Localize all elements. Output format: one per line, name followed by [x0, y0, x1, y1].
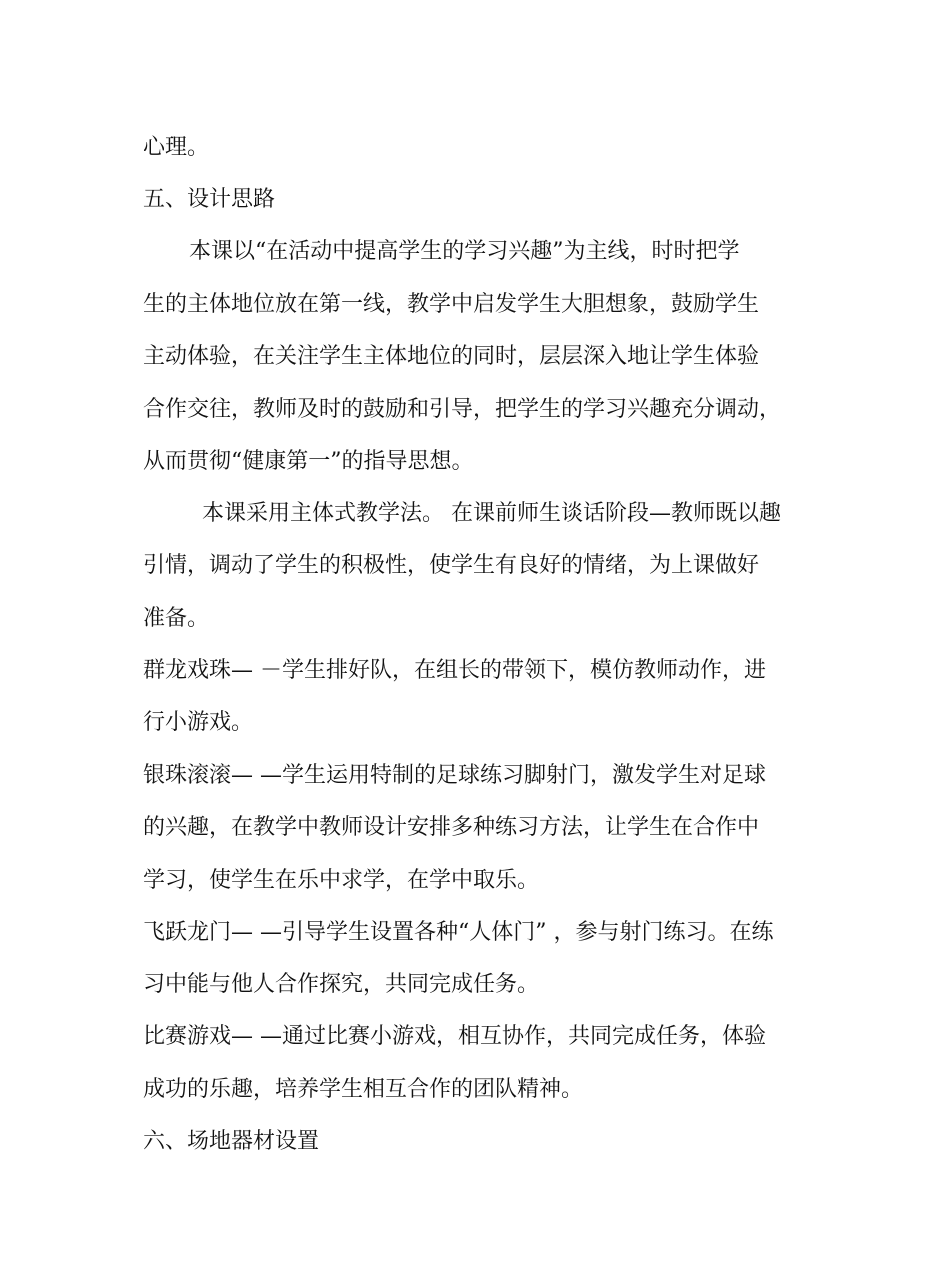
paragraph-line-1: 本课以“在活动中提高学生的学习兴趣”为主线，时时把学 — [189, 239, 740, 264]
activity-line-9: 成功的乐趣，培养学生相互合作的团队精神。 — [143, 1077, 584, 1102]
paragraph-line-3: 主动体验，在关注学生主体地位的同时，层层深入地让学生体验 — [143, 344, 760, 369]
activity-line-7: 习中能与他人合作探究，共同完成任务。 — [143, 972, 540, 997]
activity-line-3: 银珠滚滚— —学生运用特制的足球练习脚射门，激发学生对足球 — [143, 763, 766, 788]
paragraph-line-7: 引情，调动了学生的积极性，使学生有良好的情绪，为上课做好 — [143, 553, 760, 578]
activity-line-5: 学习，使学生在乐中求学，在学中取乐。 — [143, 868, 540, 893]
section-heading-5: 五、设计思路 — [143, 187, 276, 212]
activity-line-2: 行小游戏。 — [143, 710, 254, 735]
activity-line-6: 飞跃龙门— —引导学生设置各种“人体门” ，参与射门练习。在练 — [143, 920, 774, 945]
paragraph-line-5: 从而贯彻“健康第一”的指导思想。 — [143, 449, 474, 474]
text-line-1: 心理。 — [143, 135, 210, 160]
activity-line-1: 群龙戏珠— －学生排好队，在组长的带领下，模仿教师动作，进 — [143, 658, 766, 683]
paragraph-line-6: 本课采用主体式教学法。 在课前师生谈话阶段—教师既以趣 — [202, 501, 781, 526]
paragraph-line-2: 生的主体地位放在第一线，教学中启发学生大胆想象，鼓励学生 — [143, 292, 760, 317]
activity-line-4: 的兴趣，在教学中教师设计安排多种练习方法，让学生在合作中 — [143, 815, 760, 840]
section-heading-6: 六、场地器材设置 — [143, 1129, 320, 1154]
activity-line-8: 比赛游戏— —通过比赛小游戏，相互协作，共同完成任务，体验 — [143, 1024, 766, 1049]
paragraph-line-8: 准备。 — [143, 606, 210, 631]
paragraph-line-4: 合作交往，教师及时的鼓励和引导，把学生的学习兴趣充分调动， — [143, 397, 782, 422]
